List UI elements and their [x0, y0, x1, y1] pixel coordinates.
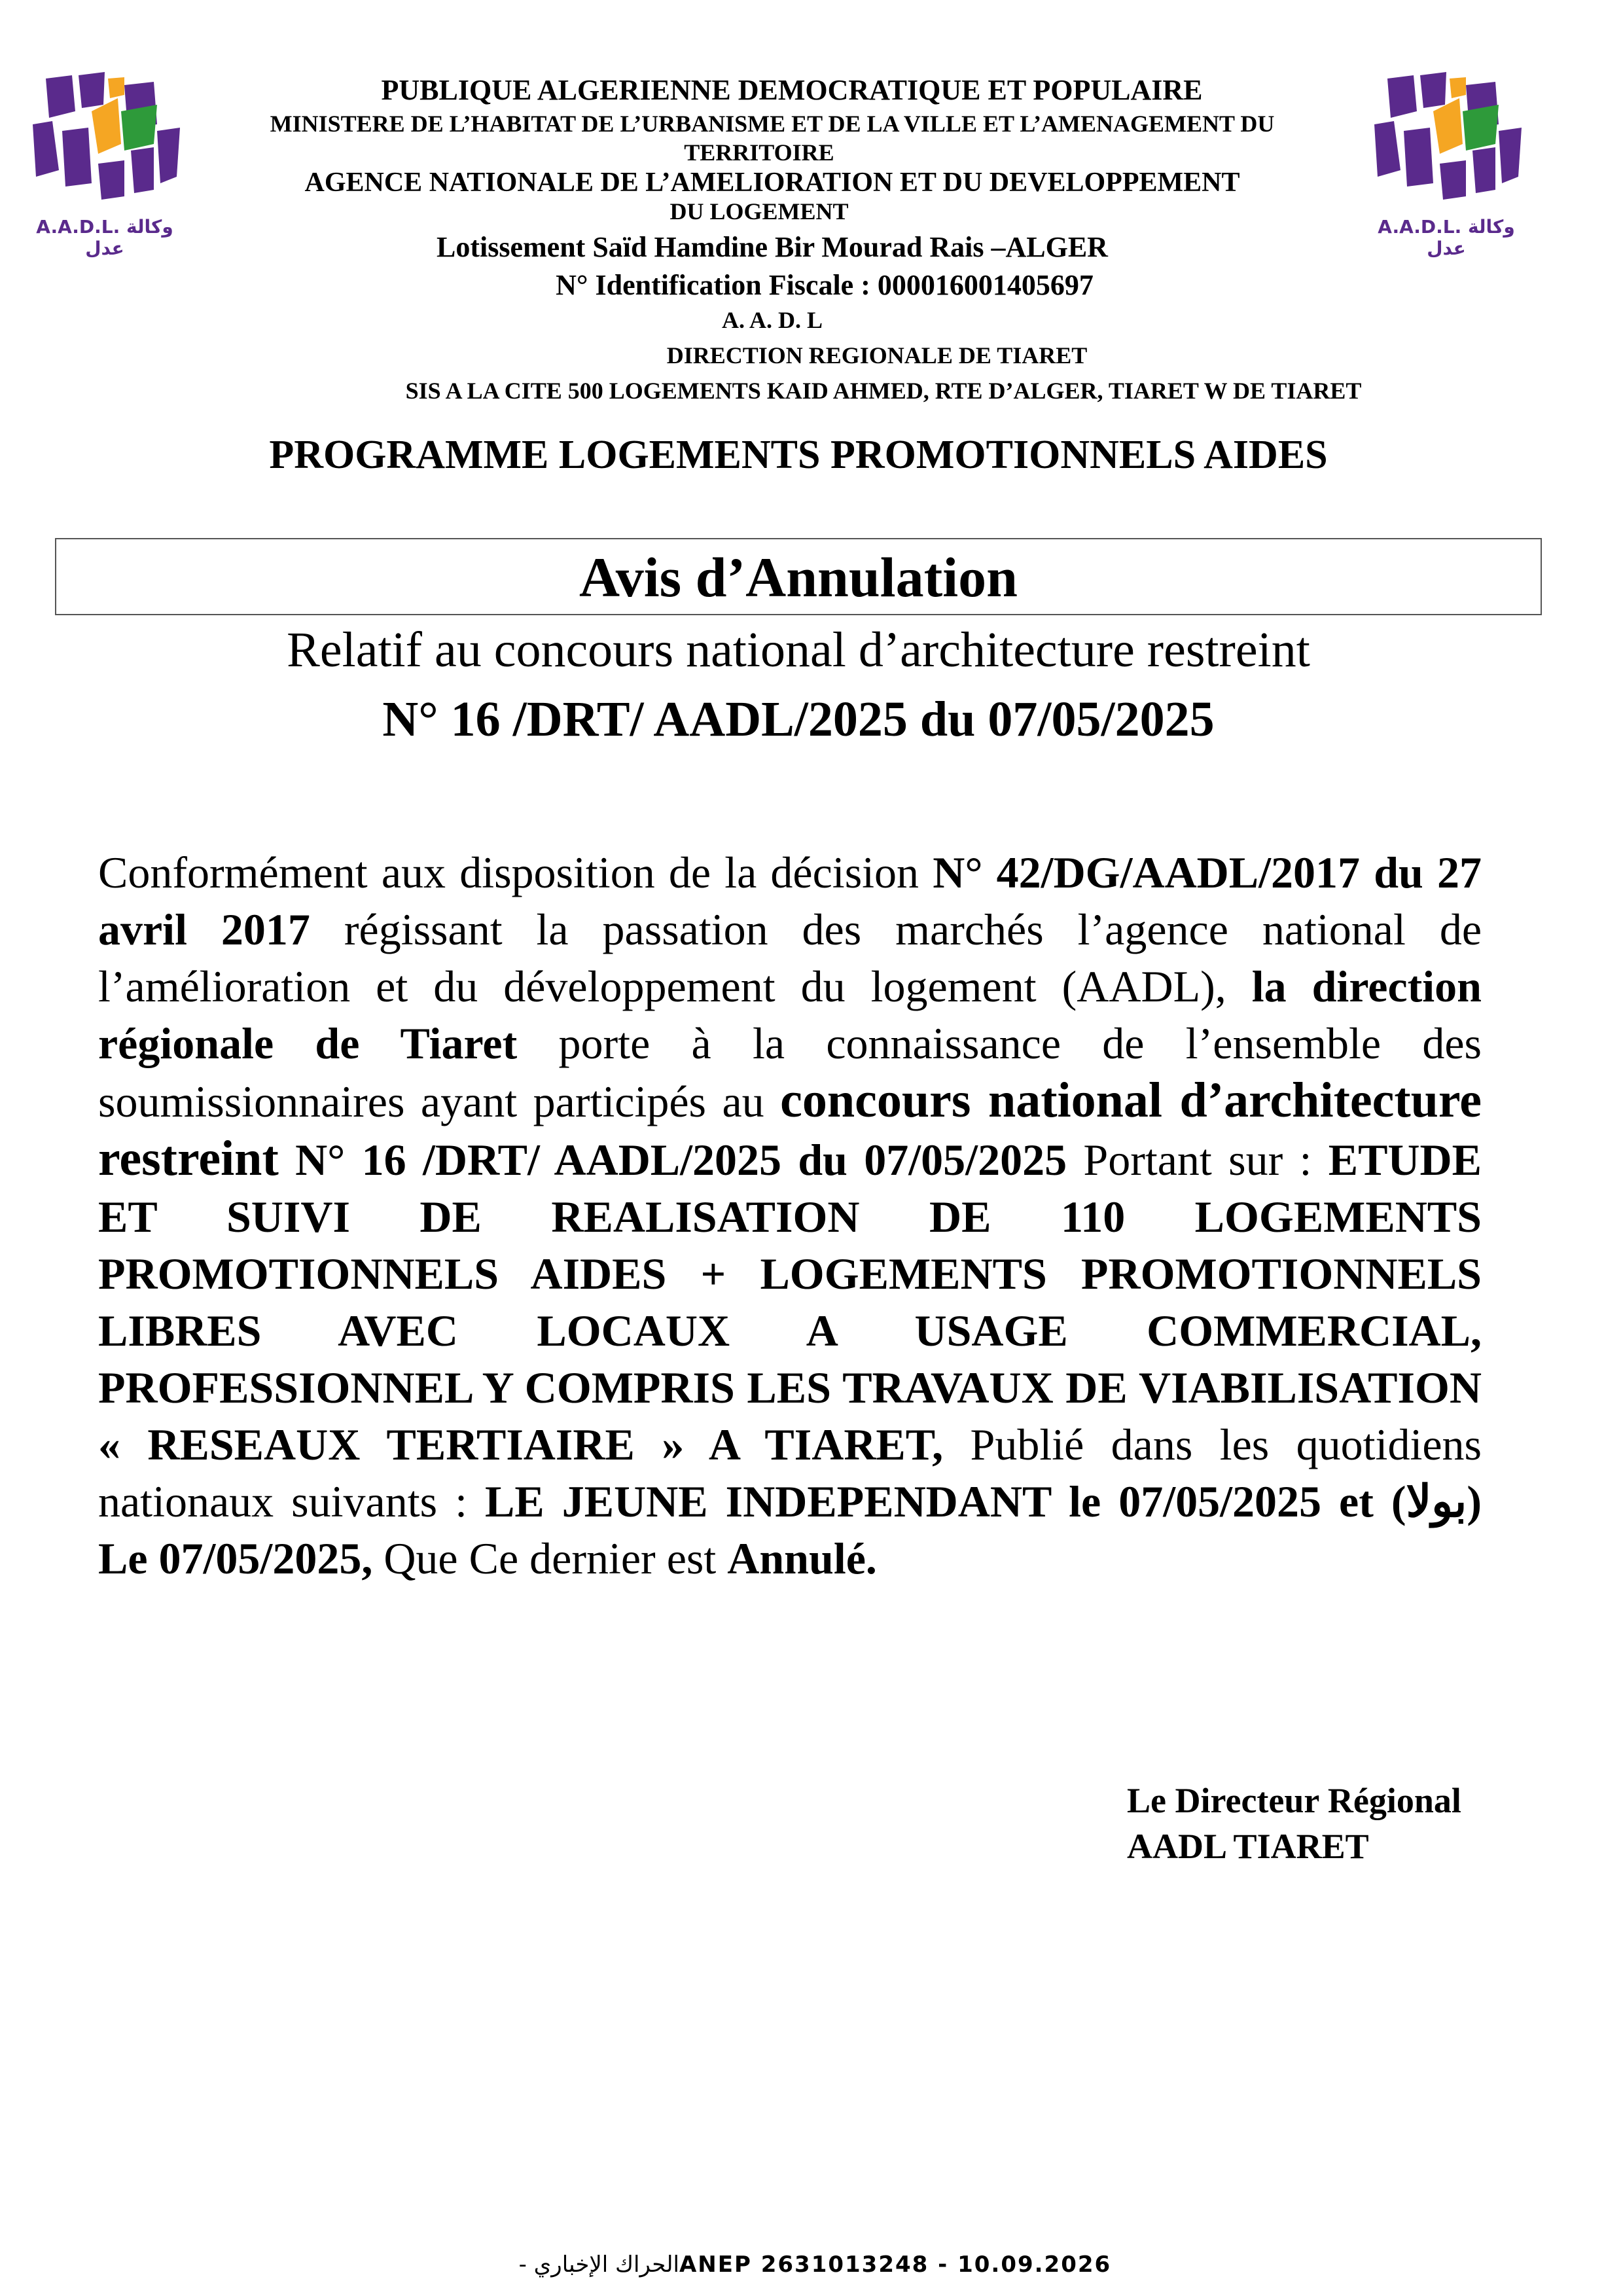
- body-bold: N° 16 /DRT/ AADL/2025 du 07/05/2025: [278, 1135, 1067, 1185]
- header-line-4: AGENCE NATIONALE DE L’AMELIORATION ET DU DEVELOPPEMENT: [304, 168, 1240, 198]
- signature-line-1: Le Directeur Régional: [1127, 1781, 1461, 1820]
- body-bold: la direction régionale de Tiaret: [98, 961, 1482, 1068]
- header-line-6: Lotissement Saïd Hamdine Bir Mourad Rais –ALGER: [437, 231, 1108, 263]
- reference-number: N° 16 /DRT/ AADL/2025 du 07/05/2025: [382, 692, 1215, 747]
- document-title: Avis d’Annulation: [579, 546, 1018, 609]
- notice-body: [98, 844, 1482, 1587]
- footer-arabic: الحراك الإخباري -: [511, 2251, 679, 2278]
- header-line-1: PUBLIQUE ALGERIENNE DEMOCRATIQUE ET POPULAIRE: [381, 74, 1203, 106]
- program-title: PROGRAMME LOGEMENTS PROMOTIONNELS AIDES: [269, 433, 1328, 477]
- header-line-9: DIRECTION REGIONALE DE TIARET: [666, 342, 1088, 368]
- signature-line-2: AADL TIARET: [1127, 1827, 1369, 1866]
- body-bold: N° 42/DG/AADL/2017 du 27 avril 2017: [98, 848, 1482, 954]
- footer: [0, 2251, 1623, 2278]
- logo-caption: A.A.D.L. وكالة عدل: [36, 216, 173, 259]
- body-bold: LE JEUNE INDEPENDANT le 07/05/2025 et (بولا) Le 07/05/2025,: [98, 1477, 1482, 1583]
- header-line-8: A. A. D. L: [721, 307, 823, 333]
- header-line-5: DU LOGEMENT: [669, 198, 849, 224]
- header-line-10: SIS A LA CITE 500 LOGEMENTS KAID AHMED, RTE D’ALGER, TIARET W DE TIARET: [405, 378, 1362, 404]
- header-line-2: MINISTERE DE L’HABITAT DE L’URBANISME ET DE LA VILLE ET L’AMENAGEMENT DU: [270, 111, 1275, 137]
- signature-block: [1127, 1778, 1461, 1869]
- title-box: [55, 538, 1542, 615]
- body-text: porte à la connaissance de l’ensemble des soumissionnaires ayant participés au: [98, 1018, 1482, 1126]
- subtitle: Relatif au concours national d’architecture restreint: [287, 622, 1310, 677]
- header-line-7: N° Identification Fiscale : 000016001405697: [556, 269, 1094, 301]
- body-bold: ETUDE ET SUIVI DE REALISATION DE 110 LOGEMENTS PROMOTIONNELS AIDES + LOGEMENTS PROMOTIONNELS LIBRES AVEC LOCAUX A USAGE COMMERCIAL, PROFESSIONNEL Y COMPRIS LES TRAVAUX DE VIABILISATION « RESEAUX TERTIAIRE » A TIARET,: [98, 1135, 1482, 1469]
- body-text: Publié dans les quotidiens nationaux suivants :: [98, 1420, 1482, 1526]
- body-text: Conformément aux disposition de la décision: [98, 848, 933, 897]
- logo-caption: A.A.D.L. وكالة عدل: [1378, 216, 1515, 259]
- header-line-3: TERRITOIRE: [684, 139, 834, 166]
- footer-code: ANEP 2631013248 - 10.09.2026: [679, 2251, 1112, 2278]
- body-bold: concours national d’architecture restreint: [98, 1073, 1482, 1186]
- body-text: Que Ce dernier est: [372, 1534, 728, 1583]
- body-text: Portant sur :: [1067, 1135, 1329, 1185]
- body-text: régissant la passation des marchés l’agence national de l’amélioration et du développement du logement (AADL),: [98, 905, 1482, 1011]
- body-bold: Annulé.: [727, 1534, 877, 1583]
